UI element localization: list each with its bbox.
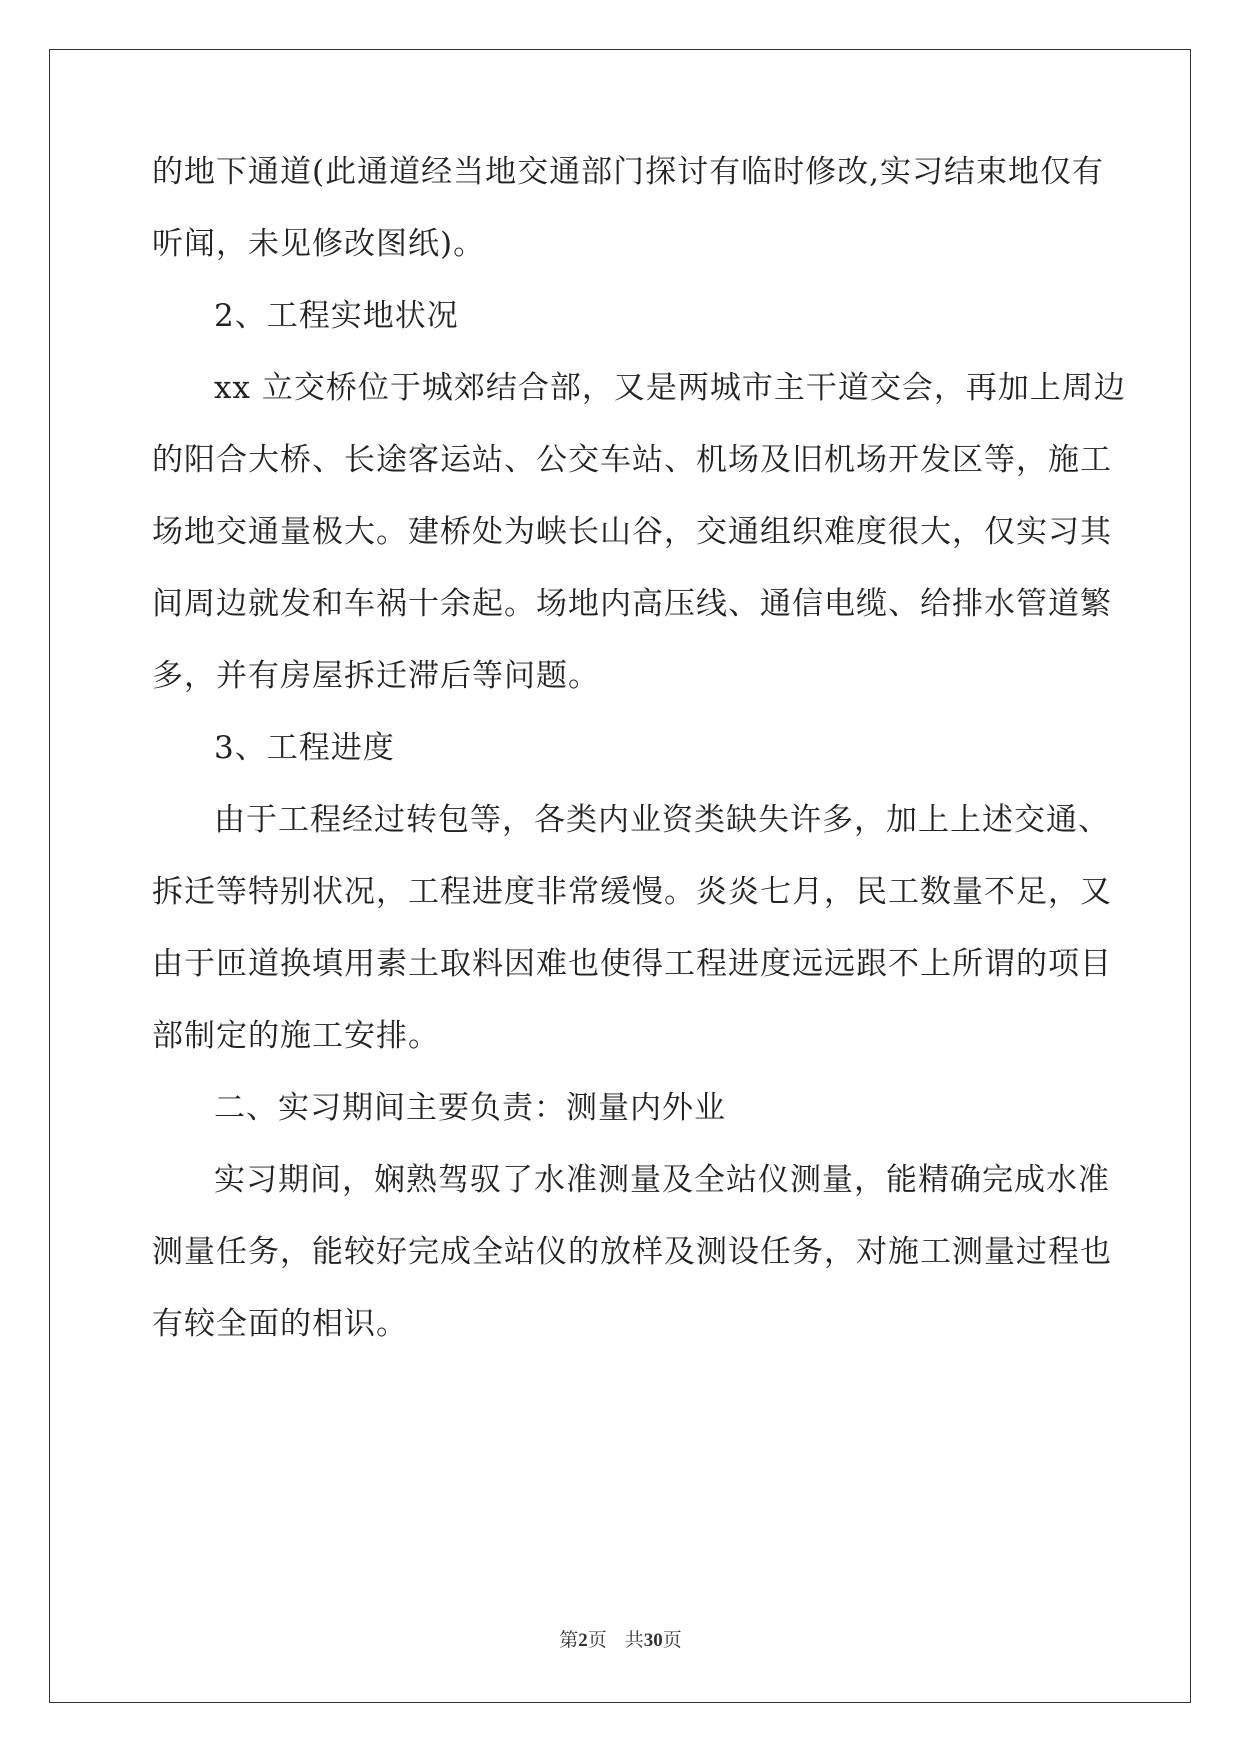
total-pages: 30	[643, 1630, 663, 1651]
page-prefix: 第	[559, 1629, 579, 1651]
section-heading: 2、工程实地状况	[214, 298, 459, 334]
paragraph-line: 多，并有房屋拆迁滞后等问题。	[152, 658, 600, 694]
paragraph-line: 部制定的施工安排。	[152, 1018, 440, 1054]
paragraph-line: 有较全面的相识。	[152, 1306, 408, 1342]
paragraph-line: xx 立交桥位于城郊结合部，又是两城市主干道交会，再加上周边	[214, 370, 1126, 406]
paragraph-line: 由于工程经过转包等，各类内业资类缺失许多，加上上述交通、	[214, 802, 1110, 838]
page-unit: 页	[587, 1629, 607, 1651]
total-unit: 页	[662, 1629, 682, 1651]
section-heading: 二、实习期间主要负责：测量内外业	[214, 1090, 726, 1126]
paragraph-line: 的阳合大桥、长途客运站、公交车站、机场及旧机场开发区等，施工	[152, 442, 1112, 478]
paragraph-line: 实习期间，娴熟驾驭了水准测量及全站仪测量，能精确完成水准	[214, 1162, 1110, 1198]
paragraph-line: 的地下通道(此通道经当地交通部门探讨有临时修改,实习结束地仅有	[152, 154, 1104, 190]
total-prefix: 共	[624, 1629, 644, 1651]
paragraph-line: 听闻，未见修改图纸)。	[152, 226, 486, 262]
section-heading: 3、工程进度	[214, 730, 395, 766]
paragraph-line: 测量任务，能较好完成全站仪的放样及测设任务，对施工测量过程也	[152, 1234, 1112, 1270]
paragraph-line: 间周边就发和车祸十余起。场地内高压线、通信电缆、给排水管道繁	[152, 586, 1112, 622]
paragraph-line: 场地交通量极大。建桥处为峡长山谷，交通组织难度很大，仅实习其	[152, 514, 1112, 550]
paragraph-line: 由于匝道换填用素土取料因难也使得工程进度远远跟不上所谓的项目	[152, 946, 1112, 982]
page-number: 2	[578, 1630, 588, 1651]
paragraph-line: 拆迁等特别状况，工程进度非常缓慢。炎炎七月，民工数量不足，又	[152, 874, 1112, 910]
page-footer	[0, 1628, 1241, 1653]
